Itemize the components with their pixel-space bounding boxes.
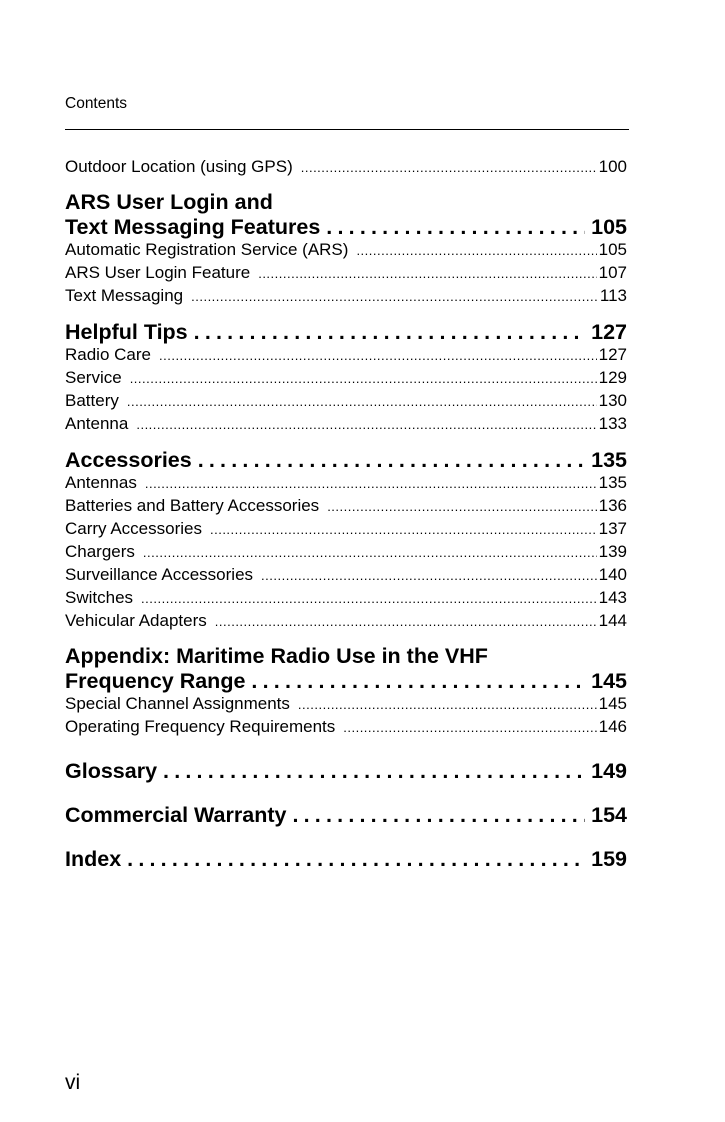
toc-section-title: Text Messaging Features <box>65 215 321 239</box>
toc-section-title: Frequency Range <box>65 669 246 693</box>
toc-entry-antennas[interactable] <box>65 472 627 495</box>
toc-entry-page: 144 <box>598 611 627 630</box>
toc-entry-page: 105 <box>598 240 627 259</box>
toc-section-heading[interactable] <box>65 759 627 783</box>
toc-section-warranty <box>65 803 627 827</box>
toc-entry-page: 100 <box>598 157 627 176</box>
toc-section-title-line1: ARS User Login and <box>65 190 273 214</box>
toc-entry-carry-accessories[interactable] <box>65 518 627 541</box>
toc-section-ars <box>65 189 627 239</box>
toc-section-page: 145 <box>591 669 627 693</box>
toc-entry-page: 135 <box>598 473 627 492</box>
toc-entry-antenna[interactable] <box>65 413 627 436</box>
toc-entry-label: Chargers <box>65 542 135 561</box>
toc-entry-service[interactable] <box>65 367 627 390</box>
toc-section-title: Index <box>65 847 122 871</box>
toc-entry-label: Outdoor Location (using GPS) <box>65 157 293 176</box>
toc-entry-chargers[interactable] <box>65 541 627 564</box>
toc-entry-outdoor-location[interactable] <box>65 156 627 179</box>
dot-leader <box>292 803 585 827</box>
toc-entry-label: Battery <box>65 391 119 410</box>
toc-entry-page: 127 <box>598 345 627 364</box>
toc-entry-label: Carry Accessories <box>65 519 202 538</box>
toc-entry-label: Text Messaging <box>65 286 184 305</box>
toc-section-title: Commercial Warranty <box>65 803 287 827</box>
toc-entry-label: ARS User Login Feature <box>65 263 251 282</box>
toc-entry-label: Automatic Registration Service (ARS) <box>65 240 349 259</box>
running-header: Contents <box>65 95 128 112</box>
dot-leader <box>127 847 585 871</box>
toc-section-helpful-tips <box>65 320 627 344</box>
toc-entry-page: 107 <box>598 263 627 282</box>
toc-section-title: Glossary <box>65 759 158 783</box>
header-rule <box>65 129 629 130</box>
dot-leader <box>343 717 596 739</box>
toc-entry-batteries[interactable] <box>65 495 627 518</box>
toc-section-page: 127 <box>591 320 627 344</box>
toc-section-heading[interactable] <box>65 448 627 472</box>
toc-section-page: 105 <box>591 215 627 239</box>
toc-section-page: 159 <box>591 847 627 871</box>
dot-leader <box>141 588 597 610</box>
toc-entry-page: 146 <box>598 717 627 736</box>
dot-leader <box>356 240 596 262</box>
toc-entry-surveillance[interactable] <box>65 564 627 587</box>
dot-leader <box>327 496 596 518</box>
dot-leader <box>143 542 597 564</box>
toc-section-title-line1: Appendix: Maritime Radio Use in the VHF <box>65 644 488 668</box>
toc-section-heading[interactable] <box>65 215 627 239</box>
toc-section-title: Accessories <box>65 448 192 472</box>
dot-leader <box>251 669 585 693</box>
toc-entry-special-channel[interactable] <box>65 693 627 716</box>
toc-entry-page: 130 <box>598 391 627 410</box>
toc-section-page: 135 <box>591 448 627 472</box>
toc-entry-label: Operating Frequency Requirements <box>65 717 336 736</box>
toc-section-heading[interactable] <box>65 803 627 827</box>
toc-entry-operating-frequency[interactable] <box>65 716 627 739</box>
dot-leader <box>258 263 596 285</box>
dot-leader <box>298 694 597 716</box>
toc-section-accessories <box>65 448 627 472</box>
toc-entry-page: 139 <box>598 542 627 561</box>
dot-leader <box>198 448 585 472</box>
toc-entry-label: Service <box>65 368 122 387</box>
toc-entry-page: 136 <box>598 496 627 515</box>
toc-section-page: 149 <box>591 759 627 783</box>
toc-entry-label: Vehicular Adapters <box>65 611 207 630</box>
page-number: vi <box>65 1071 81 1094</box>
toc-entry-label: Radio Care <box>65 345 151 364</box>
toc-entry-label: Antenna <box>65 414 129 433</box>
dot-leader <box>194 320 585 344</box>
toc-section-heading[interactable] <box>65 320 627 344</box>
dot-leader <box>210 519 597 541</box>
toc-entry-label: Special Channel Assignments <box>65 694 290 713</box>
table-of-contents <box>65 156 627 871</box>
dot-leader <box>136 414 596 436</box>
toc-entry-page: 137 <box>598 519 627 538</box>
dot-leader <box>191 286 598 308</box>
toc-entry-text-messaging[interactable] <box>65 285 627 308</box>
toc-section-title: Helpful Tips <box>65 320 188 344</box>
toc-entry-page: 140 <box>598 565 627 584</box>
toc-entry-label: Antennas <box>65 473 137 492</box>
toc-entry-battery[interactable] <box>65 390 627 413</box>
dot-leader <box>159 345 597 367</box>
dot-leader <box>326 215 585 239</box>
dot-leader <box>130 368 597 390</box>
dot-leader <box>261 565 597 587</box>
dot-leader <box>127 391 597 413</box>
toc-entry-radio-care[interactable] <box>65 344 627 367</box>
toc-section-page: 154 <box>591 803 627 827</box>
toc-entry-vehicular-adapters[interactable] <box>65 610 627 633</box>
toc-entry-page: 129 <box>598 368 627 387</box>
toc-section-heading[interactable] <box>65 669 627 693</box>
dot-leader <box>215 611 597 633</box>
toc-entry-page: 113 <box>599 286 627 305</box>
toc-entry-switches[interactable] <box>65 587 627 610</box>
toc-section-glossary <box>65 759 627 783</box>
toc-entry-label: Surveillance Accessories <box>65 565 254 584</box>
toc-entry-label: Batteries and Battery Accessories <box>65 496 320 515</box>
toc-entry-ars-service[interactable] <box>65 239 627 262</box>
toc-section-index <box>65 847 627 871</box>
toc-section-appendix <box>65 643 627 693</box>
toc-entry-ars-login[interactable] <box>65 262 627 285</box>
dot-leader <box>163 759 585 783</box>
toc-section-heading[interactable] <box>65 847 627 871</box>
dot-leader <box>301 157 597 179</box>
dot-leader <box>145 473 597 495</box>
toc-entry-page: 143 <box>598 588 627 607</box>
toc-entry-page: 145 <box>598 694 627 713</box>
toc-entry-label: Switches <box>65 588 134 607</box>
toc-entry-page: 133 <box>598 414 627 433</box>
